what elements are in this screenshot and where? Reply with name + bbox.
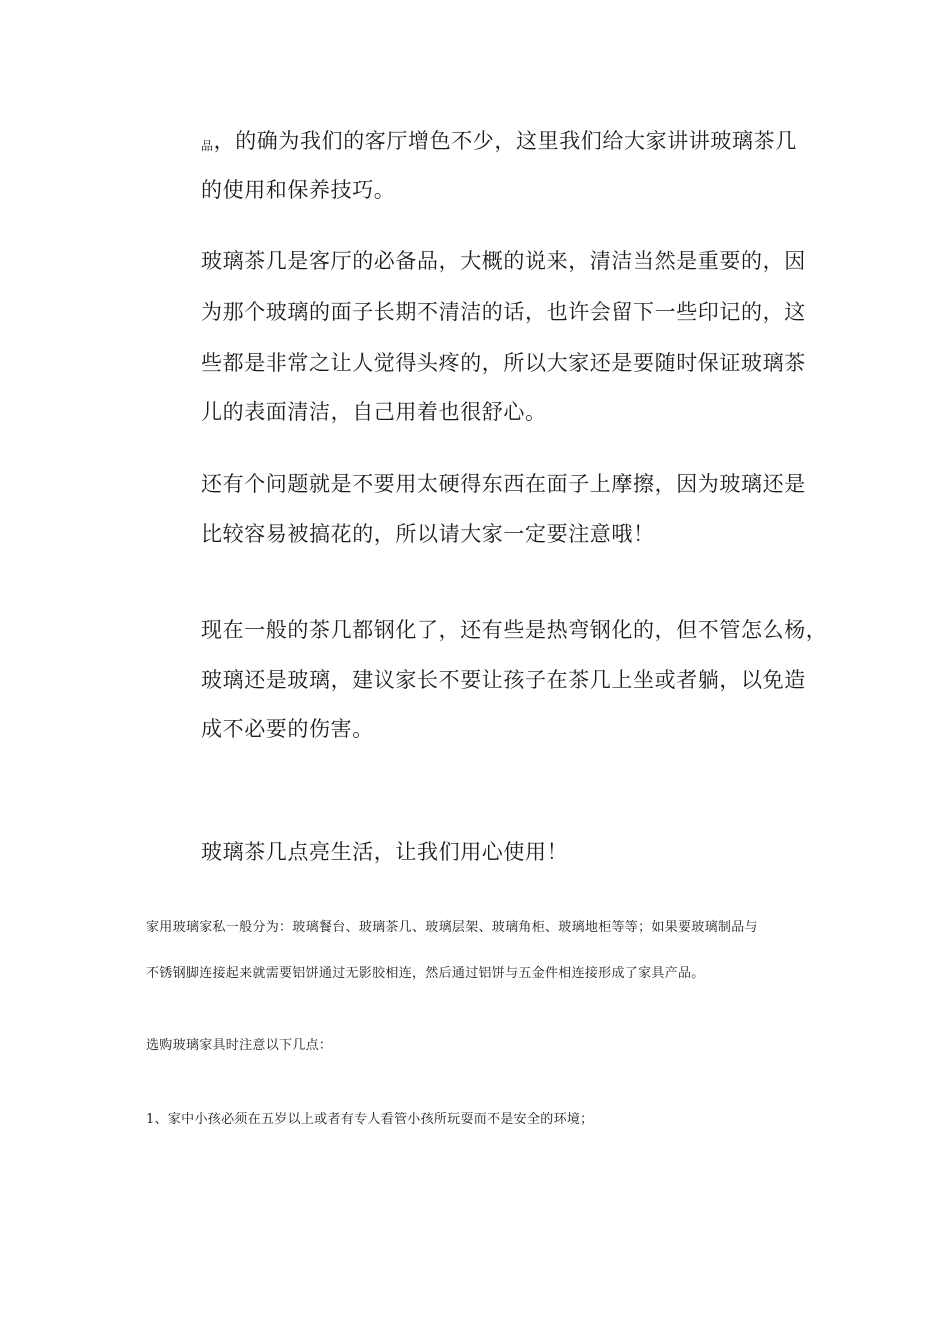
paragraph3-line-2: 玻璃还是玻璃，建议家长不要让孩子在茶几上坐或者躺，以免造 bbox=[201, 668, 806, 692]
tip-item-1: 1、家中小孩必须在五岁以上或者有专人看管小孩所玩耍而不是安全的环境； bbox=[146, 1112, 594, 1127]
paragraph2-line-2: 比较容易被搞花的，所以请大家一定要注意哦！ bbox=[201, 522, 655, 546]
paragraph1-line-3: 些都是非常之让人觉得头疼的，所以大家还是要随时保证玻璃茶 bbox=[201, 351, 806, 375]
intro-line-2: 的使用和保养技巧。 bbox=[201, 178, 396, 202]
paragraph1-line-1: 玻璃茶几是客厅的必备品，大概的说来，清洁当然是重要的，因 bbox=[201, 249, 806, 273]
intro-line-1 bbox=[201, 125, 797, 155]
small-paragraph-line-1: 家用玻璃家私一般分为：玻璃餐台、玻璃茶几、玻璃层架、玻璃角柜、玻璃地柜等等；如果要玻璃制品与 bbox=[146, 920, 758, 935]
paragraph1-line-2: 为那个玻璃的面子长期不清洁的话，也许会留下一些印记的，这 bbox=[201, 300, 806, 324]
slogan: 玻璃茶几点亮生活，让我们用心使用！ bbox=[201, 840, 569, 864]
paragraph2-line-1: 还有个问题就是不要用太硬得东西在面子上摩擦，因为玻璃还是 bbox=[201, 472, 806, 496]
intro-lead-char: 品 bbox=[201, 139, 214, 153]
paragraph1-line-4: 儿的表面清洁，自己用着也很舒心。 bbox=[201, 400, 547, 424]
intro-line-1-text: ，的确为我们的客厅增色不少，这里我们给大家讲讲玻璃茶几 bbox=[213, 129, 797, 153]
tips-heading: 选购玻璃家具时注意以下几点： bbox=[146, 1038, 333, 1053]
small-paragraph-line-2: 不锈钢脚连接起来就需要铝饼通过无影胶相连，然后通过铝饼与五金件相连接形成了家具产品。 bbox=[146, 966, 705, 981]
paragraph3-line-3: 成不必要的伤害。 bbox=[201, 717, 374, 741]
paragraph3-line-1: 现在一般的茶几都钢化了，还有些是热弯钢化的，但不管怎么杨， bbox=[201, 618, 828, 642]
